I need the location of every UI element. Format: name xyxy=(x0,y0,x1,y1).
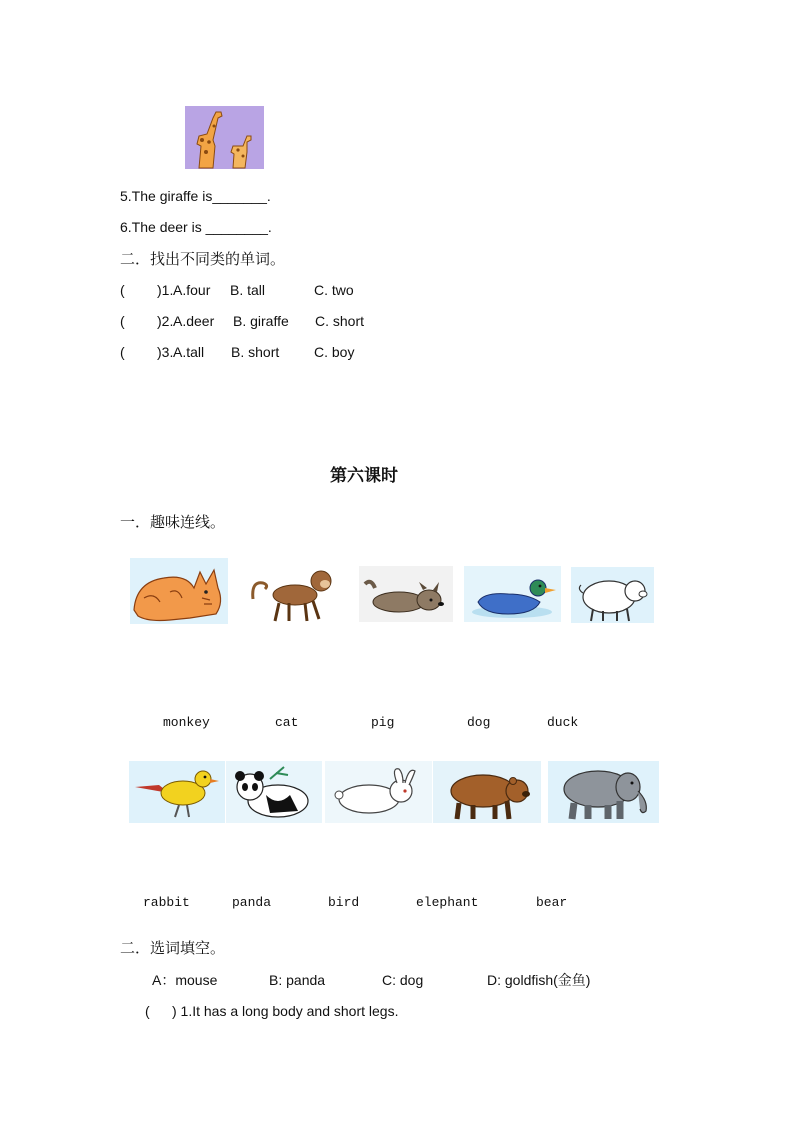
word-pig: pig xyxy=(371,715,395,730)
giraffe-image xyxy=(185,106,264,169)
bird-icon xyxy=(129,761,225,823)
option-b: B. giraffe xyxy=(233,313,289,329)
question-number: )3. xyxy=(157,344,174,360)
word-rabbit: rabbit xyxy=(143,895,190,910)
elephant-icon xyxy=(548,761,659,823)
option-b: B. short xyxy=(231,344,280,360)
word-cat: cat xyxy=(275,715,299,730)
question-number: )2. xyxy=(157,313,174,329)
part-two-heading: 二．找出不同类的单词。 xyxy=(120,250,286,268)
answer-paren[interactable]: ( xyxy=(120,282,125,298)
option-a: A.tall xyxy=(173,344,205,360)
rabbit-icon xyxy=(325,761,432,823)
question-6: 6.The deer is ________. xyxy=(120,219,272,235)
duck-icon xyxy=(464,566,561,622)
bear-icon xyxy=(433,761,541,823)
option-c: C. short xyxy=(315,313,365,329)
lesson-title: 第六课时 xyxy=(330,466,398,486)
word-elephant: elephant xyxy=(416,895,479,910)
word-duck: duck xyxy=(547,715,579,730)
panda-icon xyxy=(226,761,322,823)
word-bird: bird xyxy=(328,895,360,910)
option-c: C. two xyxy=(314,282,354,298)
answer-paren[interactable]: ( xyxy=(120,313,125,329)
answer-paren[interactable]: ( xyxy=(145,1003,150,1019)
part-two-fill-heading: 二．选词填空。 xyxy=(120,939,226,957)
question-1: ) 1.It has a long body and short legs. xyxy=(172,1003,399,1019)
question-5: 5.The giraffe is_______. xyxy=(120,188,271,204)
answer-paren[interactable]: ( xyxy=(120,344,125,360)
word-monkey: monkey xyxy=(163,715,210,730)
option-dog: C: dog xyxy=(382,972,424,988)
option-a: A.four xyxy=(173,282,211,298)
word-dog: dog xyxy=(467,715,491,730)
word-bear: bear xyxy=(536,895,568,910)
cat-icon xyxy=(130,558,228,624)
question-number: )1. xyxy=(157,282,174,298)
option-c: C. boy xyxy=(314,344,355,360)
option-panda: B: panda xyxy=(269,972,326,988)
option-b: B. tall xyxy=(230,282,266,298)
part-one-heading: 一．趣味连线。 xyxy=(120,513,226,531)
option-a: A.deer xyxy=(173,313,215,329)
monkey-icon xyxy=(249,559,347,624)
pig-icon xyxy=(571,567,654,623)
option-goldfish: D: goldfish(金鱼) xyxy=(487,972,591,988)
option-mouse: A：mouse xyxy=(152,972,218,988)
word-panda: panda xyxy=(232,895,272,910)
dog-icon xyxy=(359,566,453,622)
